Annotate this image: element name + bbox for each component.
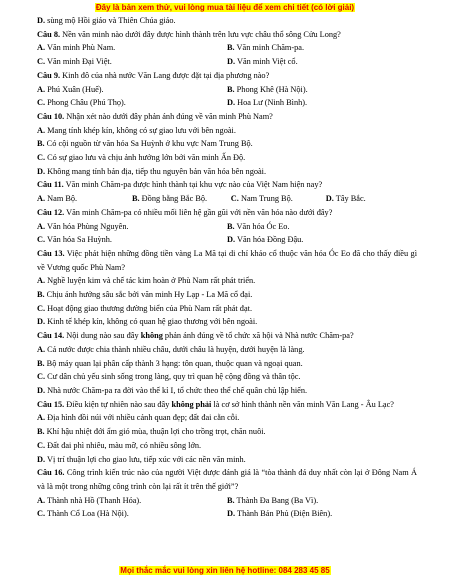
- option-c: C. Hoạt động giao thương đường biển của Phù Nam rất phát đạt.: [37, 303, 253, 313]
- option-d: D. Kinh tế khép kín, không có quan hệ giao thương với bên ngoài.: [37, 317, 258, 327]
- option-c: C. Văn minh Đại Việt.: [37, 57, 112, 67]
- option-d: D. Văn hóa Đồng Đậu.: [227, 235, 304, 245]
- option-d: D. Nhà nước Chăm-pa ra đời vào thế kỉ I, tổ chức theo thể chế quân chủ lập hiến.: [37, 385, 308, 395]
- option-a: A. Mang tính khép kín, không có sự giao lưu với bên ngoài.: [37, 125, 236, 135]
- option-d: D. Thành Bản Phủ (Điện Biên).: [227, 509, 333, 519]
- option-c: C. Thành Cổ Loa (Hà Nội).: [37, 509, 129, 519]
- option-b: B. Phong Khê (Hà Nội).: [227, 84, 308, 94]
- options-row: [37, 220, 417, 234]
- option-b: B. Khí hậu nhiệt đới ẩm gió mùa, thuận lợi cho trồng trọt, chăn nuôi.: [37, 427, 266, 437]
- option-a: A. Văn minh Phù Nam.: [37, 43, 116, 53]
- question-10: Câu 10. Nhận xét nào dưới đây phản ánh đúng về văn minh Phù Nam?: [37, 111, 273, 121]
- option-c: C. Cư dân chủ yếu sinh sống trong làng, quy trì quan hệ cộng đồng và thân tộc.: [37, 372, 301, 382]
- option-b: B. Chịu ảnh hưởng sâu sắc bởi văn minh Hy Lạp - La Mã cổ đại.: [37, 290, 253, 300]
- option-c: C. Có sự giao lưu và chịu ảnh hưởng lớn bởi văn minh Ấn Độ.: [37, 153, 246, 163]
- question-9: Câu 9. Kinh đô của nhà nước Văn Lang được đặt tại địa phương nào?: [37, 70, 270, 80]
- option-d: D. Hoa Lư (Ninh Bình).: [227, 98, 308, 108]
- option-c: C. Phong Châu (Phú Thọ).: [37, 98, 126, 108]
- option-a: A. Nghề luyện kim và chế tác kim hoàn ở Phù Nam rất phát triển.: [37, 276, 256, 286]
- options-row: [37, 233, 417, 247]
- option-a: A. Nam Bộ.: [37, 194, 78, 204]
- option-d: D. Tây Bắc.: [325, 194, 366, 204]
- option-b: B. Văn hóa Óc Eo.: [227, 221, 290, 231]
- option-b: B. Có cội nguồn từ văn hóa Sa Huỳnh ở khu vực Nam Trung Bộ.: [37, 139, 253, 149]
- option-c: C. Nam Trung Bộ.: [230, 194, 293, 204]
- question-12: Câu 12. Văn minh Chăm-pa có nhiều mối liên hệ gần gũi với nền văn hóa nào dưới đây?: [37, 207, 333, 217]
- exam-content: [37, 14, 417, 521]
- carry-over-option: D. sùng mộ Hồi giáo và Thiên Chúa giáo.: [37, 16, 176, 25]
- hotline-banner: Mọi thắc mắc vui lòng xin liên hệ hotline: 084 283 45 85: [120, 566, 330, 575]
- options-row: [37, 96, 417, 110]
- preview-banner: Đây là bản xem thử, vui lòng mua tài liệu để xem chi tiết (có lời giải): [95, 3, 355, 12]
- option-b: B. Văn minh Chăm-pa.: [227, 43, 305, 53]
- option-a: A. Cả nước được chia thành nhiều châu, dưới châu là huyện, dưới huyện là làng.: [37, 344, 305, 354]
- question-15: Câu 15. Điều kiện tự nhiên nào sau đây không phải là cơ sở hình thành nền văn minh Văn Lang - Âu Lạc?: [37, 399, 394, 409]
- option-d: D. Văn minh Việt cổ.: [227, 57, 298, 67]
- option-c: C. Đất đai phì nhiêu, màu mỡ, có nhiều sông lớn.: [37, 440, 202, 450]
- option-a: A. Địa hình đồi núi với nhiều cảnh quan đẹp; đất đai cằn cỗi.: [37, 413, 240, 423]
- options-row: [37, 83, 417, 97]
- question-16: Câu 16. Công trình kiến trúc nào của người Việt được đánh giá là “tòa thành đá duy nhất còn lại ở Đông Nam Á và là một trong những công trình còn lại rất ít trên thế giới”?: [37, 468, 417, 491]
- option-d: D. Không mang tính bản địa, tiếp thu nguyên bản văn hóa bên ngoài.: [37, 166, 267, 176]
- option-a: A. Phú Xuân (Huế).: [37, 84, 104, 94]
- question-8: Câu 8. Nền văn minh nào dưới đây được hình thành trên lưu vực châu thổ sông Cửu Long?: [37, 29, 341, 39]
- option-b: B. Bộ máy quan lại phân cấp thành 3 hạng: tôn quan, thuộc quan và ngoại quan.: [37, 358, 303, 368]
- options-row: [37, 507, 417, 521]
- options-row: [37, 192, 417, 206]
- options-row: [37, 55, 417, 69]
- option-b: B. Thành Đa Bang (Ba Vì).: [227, 495, 319, 505]
- options-row: [37, 494, 417, 508]
- option-d: D. Vị trí thuận lợi cho giao lưu, tiếp xúc với các nền văn minh.: [37, 454, 246, 464]
- option-a: A. Văn hóa Phùng Nguyên.: [37, 221, 129, 231]
- question-11: Câu 11. Văn minh Chăm-pa được hình thành tại khu vực nào của Việt Nam hiện nay?: [37, 180, 323, 190]
- options-row: [37, 41, 417, 55]
- option-c: C. Văn hóa Sa Huỳnh.: [37, 235, 112, 245]
- option-b: B. Đồng bằng Bắc Bộ.: [132, 194, 208, 204]
- option-a: A. Thành nhà Hồ (Thanh Hóa).: [37, 495, 142, 505]
- question-13: Câu 13. Việc phát hiện những đồng tiền vàng La Mã tại di chỉ khảo cổ thuộc văn hóa Óc Eo đã cho thấy điều gì về Vương quốc Phù Nam?: [37, 248, 418, 272]
- question-14: Câu 14. Nội dung nào sau đây không phản ánh đúng về tổ chức xã hội và Nhà nước Chăm-pa?: [37, 331, 354, 341]
